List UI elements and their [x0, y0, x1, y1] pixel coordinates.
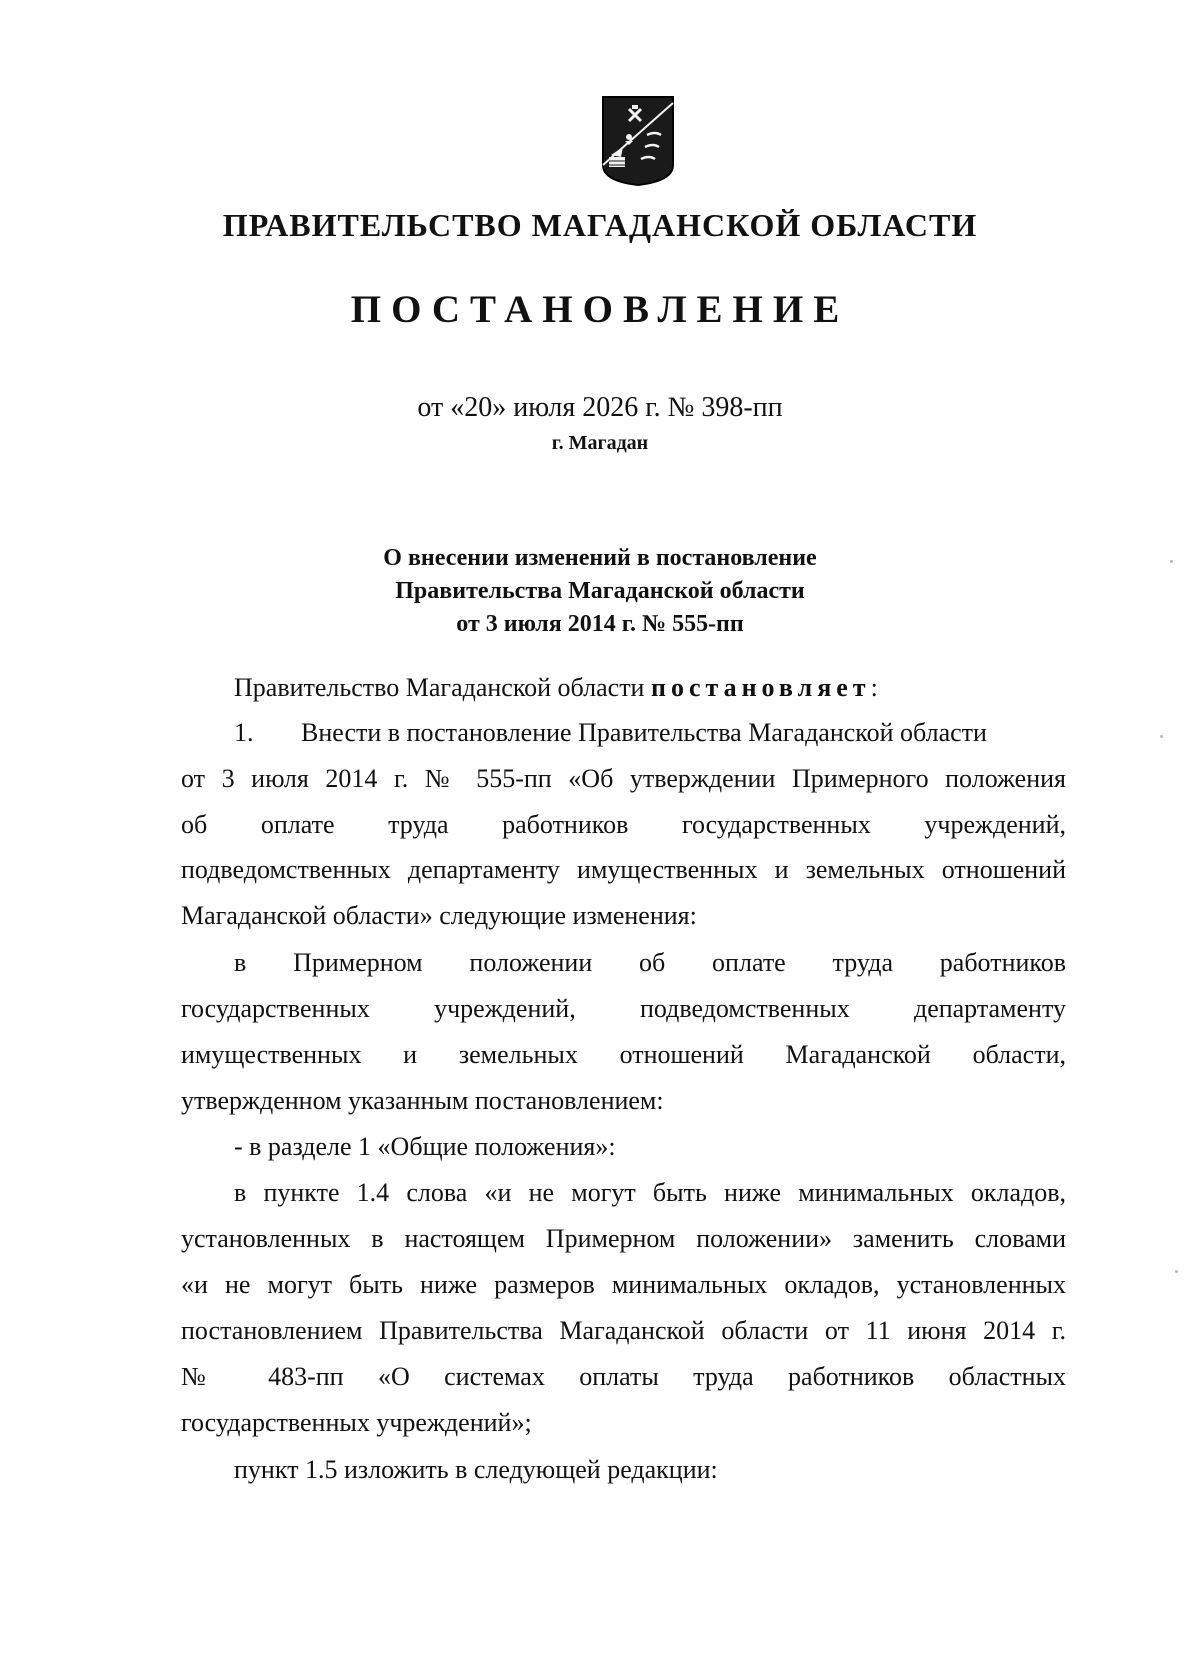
scan-speck	[1175, 1270, 1178, 1273]
p1-line-2: от 3 июля 2014 г. № 555-пп «Об утверждении Примерного положения	[181, 764, 1066, 793]
p1-line-1: Внести в постановление Правительства Магаданской области	[301, 718, 987, 747]
intro-paragraph	[234, 673, 1119, 703]
scan-speck	[1160, 735, 1163, 738]
p4-line-6: государственных учреждений»;	[181, 1408, 532, 1437]
organization-title: ПРАВИТЕЛЬСТВО МАГАДАНСКОЙ ОБЛАСТИ	[222, 207, 978, 243]
p4-line-5: № 483-пп «О системах оплаты труда работников областных	[181, 1362, 1066, 1391]
subject-line-3: от 3 июля 2014 г. № 555-пп	[456, 611, 744, 637]
p4-line-4: постановлением Правительства Магаданской области от 11 июня 2014 г.	[181, 1316, 1066, 1345]
p4-line-1: в пункте 1.4 слова «и не могут быть ниже минимальных окладов,	[234, 1178, 1066, 1207]
p2-line-4: утвержденном указанным постановлением:	[181, 1086, 664, 1115]
document-subject	[0, 542, 1200, 641]
intro-suffix: :	[870, 673, 878, 702]
intro-spaced-word: постановляет	[650, 673, 871, 702]
p1-number: 1.	[234, 718, 254, 747]
p4-line-3: «и не могут быть ниже размеров минимальных окладов, установленных	[181, 1270, 1066, 1299]
p3-line: - в разделе 1 «Общие положения»:	[234, 1132, 616, 1161]
document-date-number: от «20» июля 2026 г. № 398-пп	[417, 392, 783, 423]
p2-line-3: имущественных и земельных отношений Магаданской области,	[181, 1040, 1066, 1069]
p2-line-2: государственных учреждений, подведомственных департаменту	[181, 994, 1066, 1023]
document-city: г. Магадан	[551, 432, 649, 454]
p5-line: пункт 1.5 изложить в следующей редакции:	[234, 1455, 718, 1484]
p4-line-2: установленных в настоящем Примерном положении» заменить словами	[181, 1224, 1066, 1253]
intro-prefix: Правительство Магаданской области	[234, 673, 651, 702]
p1-line-5: Магаданской области» следующие изменения:	[181, 901, 697, 930]
p1-line-3: об оплате труда работников государственных учреждений,	[181, 810, 1066, 839]
p1-line-4: подведомственных департаменту имущественных и земельных отношений	[181, 855, 1066, 884]
coat-of-arms-emblem	[601, 95, 675, 187]
subject-line-2: Правительства Магаданской области	[395, 578, 805, 604]
scan-speck	[1170, 560, 1173, 563]
document-type-heading: ПОСТАНОВЛЕНИЕ	[350, 288, 850, 331]
subject-line-1: О внесении изменений в постановление	[383, 545, 817, 571]
p2-line-1: в Примерном положении об оплате труда работников	[234, 948, 1066, 977]
